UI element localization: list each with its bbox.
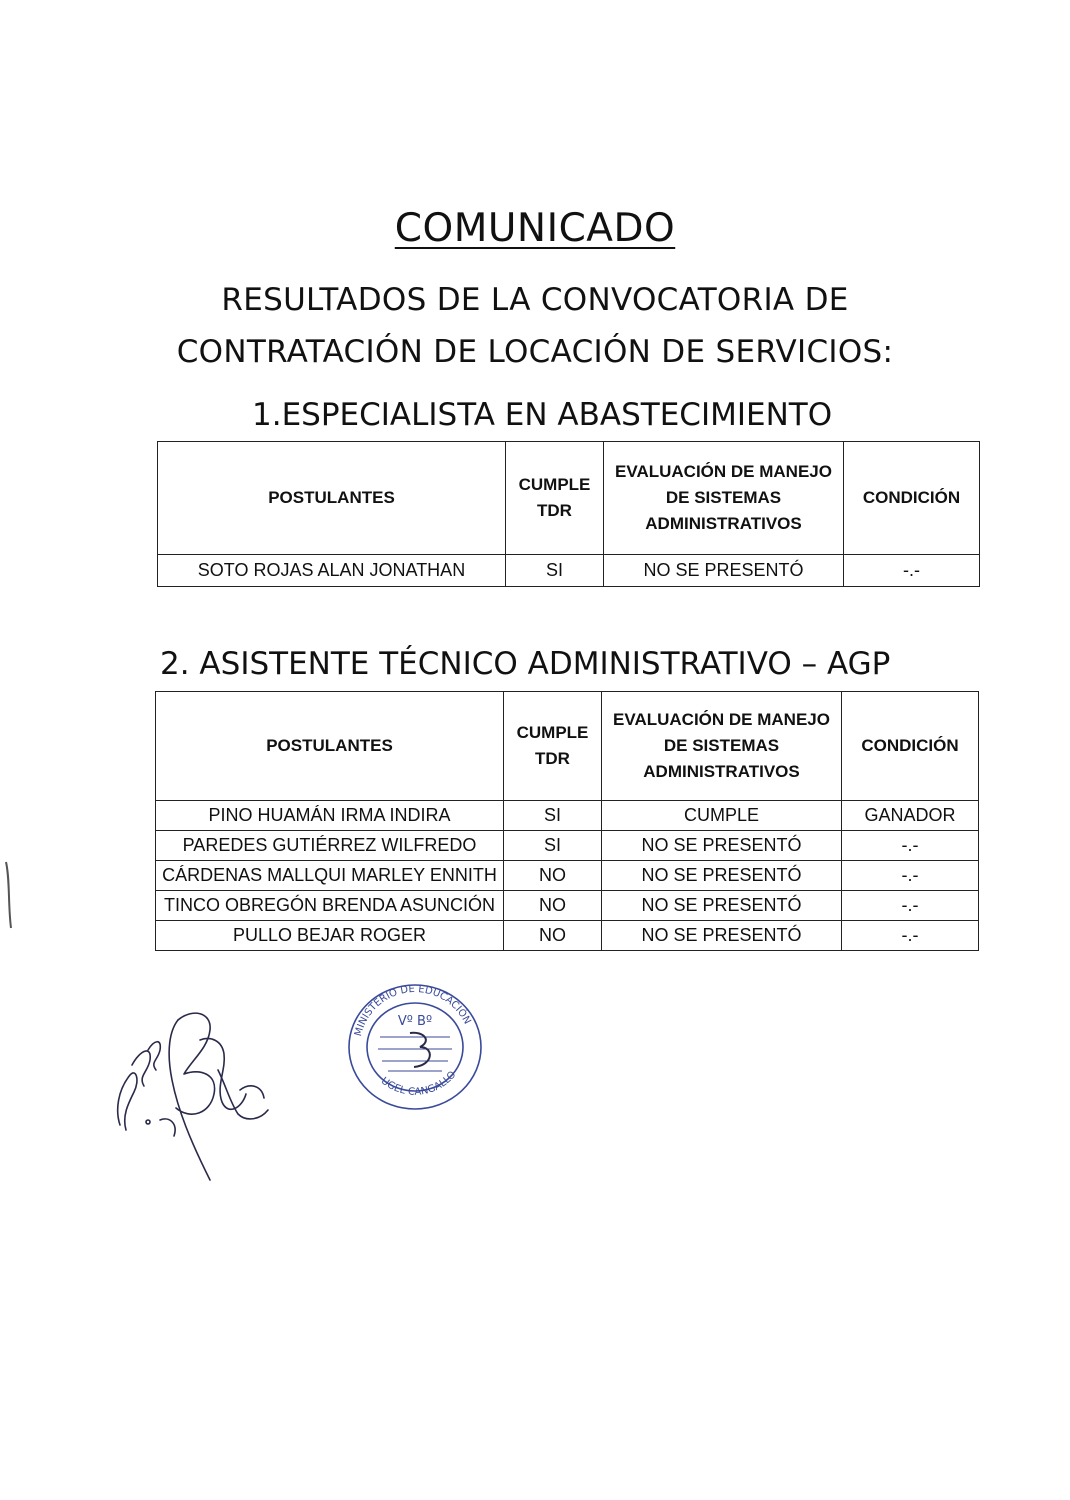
- cell-cumple-tdr: NO: [504, 891, 602, 921]
- table-row: [156, 831, 979, 861]
- cell-cumple-tdr: SI: [504, 831, 602, 861]
- cell-cumple-tdr: SI: [506, 555, 604, 587]
- table-header-row: [158, 442, 980, 555]
- cell-condicion: -.-: [842, 831, 979, 861]
- header-condicion: CONDICIÓN: [842, 692, 979, 801]
- header-evaluacion: EVALUACIÓN DE MANEJO DE SISTEMAS ADMINISTRATIVOS: [604, 442, 844, 555]
- table-row: [156, 921, 979, 951]
- official-seal-icon: [340, 975, 490, 1115]
- cell-cumple-tdr: NO: [504, 921, 602, 951]
- scan-artifact: [2, 860, 16, 930]
- results-table-especialista: [157, 441, 980, 587]
- cell-postulante: SOTO ROJAS ALAN JONATHAN: [158, 555, 506, 587]
- stamp-ring-bottom-text: UGEL CANGALLO: [378, 1069, 459, 1098]
- handwritten-signature-icon: [100, 990, 280, 1190]
- results-table-asistente: [155, 691, 979, 951]
- cell-evaluacion: NO SE PRESENTÓ: [604, 555, 844, 587]
- header-condicion: CONDICIÓN: [844, 442, 980, 555]
- cell-evaluacion: NO SE PRESENTÓ: [602, 921, 842, 951]
- svg-text:UGEL CANGALLO: [379, 1069, 459, 1098]
- document-subtitle-line-2: CONTRATACIÓN DE LOCACIÓN DE SERVICIOS:: [176, 334, 894, 370]
- header-postulantes: POSTULANTES: [156, 692, 504, 801]
- document-subtitle-line-1: RESULTADOS DE LA CONVOCATORIA DE: [221, 282, 849, 318]
- cell-cumple-tdr: NO: [504, 861, 602, 891]
- cell-evaluacion: NO SE PRESENTÓ: [602, 831, 842, 861]
- cell-postulante: CÁRDENAS MALLQUI MARLEY ENNITH: [156, 861, 504, 891]
- cell-evaluacion: NO SE PRESENTÓ: [602, 891, 842, 921]
- section-title-asistente: 2. ASISTENTE TÉCNICO ADMINISTRATIVO – AGP: [160, 646, 891, 682]
- cell-postulante: PAREDES GUTIÉRREZ WILFREDO: [156, 831, 504, 861]
- cell-evaluacion: CUMPLE: [602, 801, 842, 831]
- header-cumple-tdr: CUMPLE TDR: [506, 442, 604, 555]
- section-title-especialista: 1.ESPECIALISTA EN ABASTECIMIENTO: [252, 397, 833, 433]
- cell-postulante: PINO HUAMÁN IRMA INDIRA: [156, 801, 504, 831]
- cell-condicion: -.-: [842, 921, 979, 951]
- cell-postulante: PULLO BEJAR ROGER: [156, 921, 504, 951]
- stamp-ring-top-text: MINISTERIO DE EDUCACIÓN: [353, 983, 473, 1038]
- cell-evaluacion: NO SE PRESENTÓ: [602, 861, 842, 891]
- cell-condicion: -.-: [844, 555, 980, 587]
- table-row: [156, 801, 979, 831]
- header-evaluacion: EVALUACIÓN DE MANEJO DE SISTEMAS ADMINISTRATIVOS: [602, 692, 842, 801]
- cell-condicion: -.-: [842, 861, 979, 891]
- header-postulantes: POSTULANTES: [158, 442, 506, 555]
- cell-postulante: TINCO OBREGÓN BRENDA ASUNCIÓN: [156, 891, 504, 921]
- header-cumple-tdr: CUMPLE TDR: [504, 692, 602, 801]
- table-row: [156, 861, 979, 891]
- cell-condicion: -.-: [842, 891, 979, 921]
- stamp-vobo: Vº Bº: [397, 1014, 433, 1029]
- table-row: [158, 555, 980, 587]
- cell-cumple-tdr: SI: [504, 801, 602, 831]
- cell-condicion: GANADOR: [842, 801, 979, 831]
- table-row: [156, 891, 979, 921]
- document-title: COMUNICADO: [394, 206, 676, 251]
- table-header-row: [156, 692, 979, 801]
